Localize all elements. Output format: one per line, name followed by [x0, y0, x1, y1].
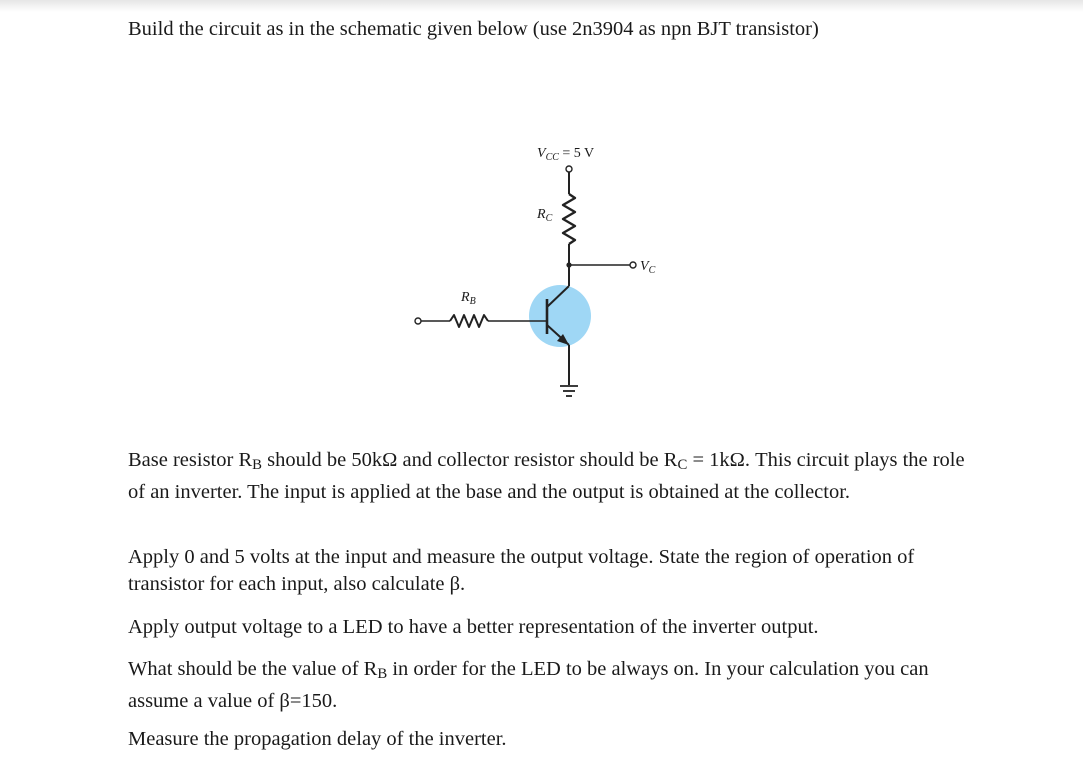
rb-label: $R_B$	[461, 290, 476, 307]
paragraph-resistors: Base resistor $R_B$ should be 50kΩ and collector resistor should be $R_C = 1k\Omega$. This circuit plays the role of an inverter. The input is applied at the base and the output is obtained at the collector.	[128, 449, 965, 504]
rc-label: $R_C$	[537, 207, 553, 224]
vcc-terminal	[566, 166, 572, 172]
vc-terminal	[630, 262, 636, 268]
vc-label: $V_C$	[640, 259, 656, 276]
intro-text: Build the circuit as in the schematic given below (use 2n3904 as npn BJT transistor)	[128, 18, 819, 40]
paragraph-led: Apply output voltage to a LED to have a better representation of the inverter output.	[128, 616, 819, 638]
circuit-schematic	[400, 130, 690, 420]
rb-resistor	[450, 315, 488, 327]
input-terminal	[415, 318, 421, 324]
rc-resistor	[563, 194, 575, 244]
paragraph-measure-output: Apply 0 and 5 volts at the input and measure the output voltage. State the region of operation of transistor for each input, also calculate β.	[128, 546, 915, 595]
paragraph-propagation-delay: Measure the propagation delay of the inverter.	[128, 728, 507, 750]
paragraph-rb-value: What should be the value of $R_B$ in order for the LED to be always on. In your calculation you can assume a value of β=150.	[128, 658, 929, 713]
top-shadow	[0, 0, 1083, 12]
vcc-label: $V_{CC} = 5$ V	[537, 146, 595, 163]
